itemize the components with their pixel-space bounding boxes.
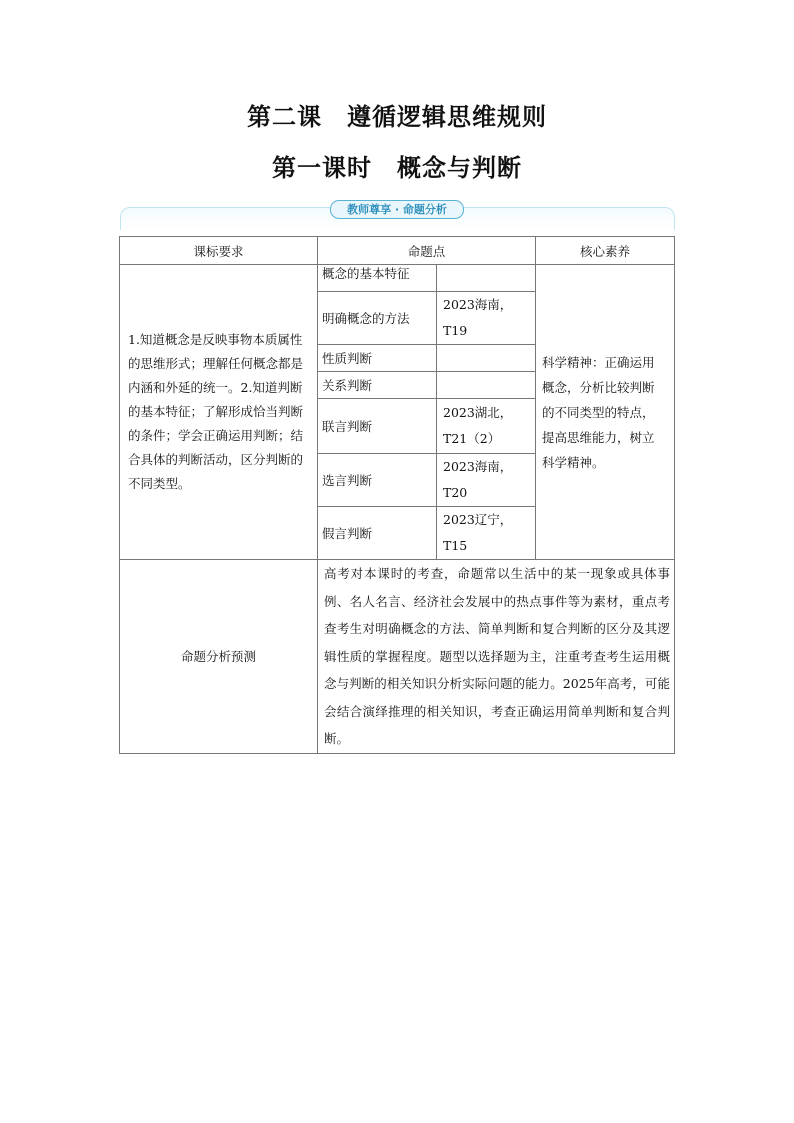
proposition-exam (437, 345, 536, 372)
core-literacy-cell: 科学精神：正确运用概念，分析比较判断的不同类型的特点，提高思维能力，树立科学精神。 (536, 265, 675, 560)
proposition-name: 明确概念的方法 (318, 292, 437, 345)
proposition-exam: 2023湖北，T21（2） (437, 399, 536, 454)
requirements-cell: 1.知道概念是反映事物本质属性的思维形式；理解任何概念都是内涵和外延的统一。2.知道判断的基本特征；了解形成恰当判断的条件；学会正确运用判断；结合具体的判断活动，区分判断的不同类型。 (120, 265, 318, 560)
analysis-label: 命题分析预测 (120, 560, 318, 754)
proposition-exam: 2023辽宁，T15 (437, 507, 536, 560)
proposition-name: 联言判断 (318, 399, 437, 454)
analysis-text: 高考对本课时的考查，命题常以生活中的某一现象或具体事例、名人名言、经济社会发展中的热点事件等为素材，重点考查考生对明确概念的方法、简单判断和复合判断的区分及其逻辑性质的掌握程度。题型以选择题为主，注重考查考生运用概念与判断的相关知识分析实际问题的能力。2025年高考，可能会结合演绎推理的相关知识，考查正确运用简单判断和复合判断。 (318, 560, 675, 754)
header-requirements: 课标要求 (120, 237, 318, 265)
proposition-table (119, 236, 675, 754)
lesson-title: 第二课 遵循逻辑思维规则 (247, 103, 547, 131)
analysis-row (120, 560, 675, 754)
proposition-exam: 2023海南，T19 (437, 292, 536, 345)
proposition-exam (437, 265, 536, 292)
section-title: 第一课时 概念与判断 (272, 154, 522, 182)
proposition-name: 关系判断 (318, 372, 437, 399)
proposition-name: 选言判断 (318, 454, 437, 507)
proposition-name: 概念的基本特征 (318, 265, 437, 292)
proposition-exam (437, 372, 536, 399)
proposition-name: 假言判断 (318, 507, 437, 560)
header-row (120, 237, 675, 265)
header-core-literacy: 核心素养 (536, 237, 675, 265)
banner-label: 教师尊享 · 命题分析 (330, 200, 464, 219)
proposition-name: 性质判断 (318, 345, 437, 372)
proposition-exam: 2023海南，T20 (437, 454, 536, 507)
table-row (120, 265, 675, 292)
header-propositions: 命题点 (318, 237, 536, 265)
